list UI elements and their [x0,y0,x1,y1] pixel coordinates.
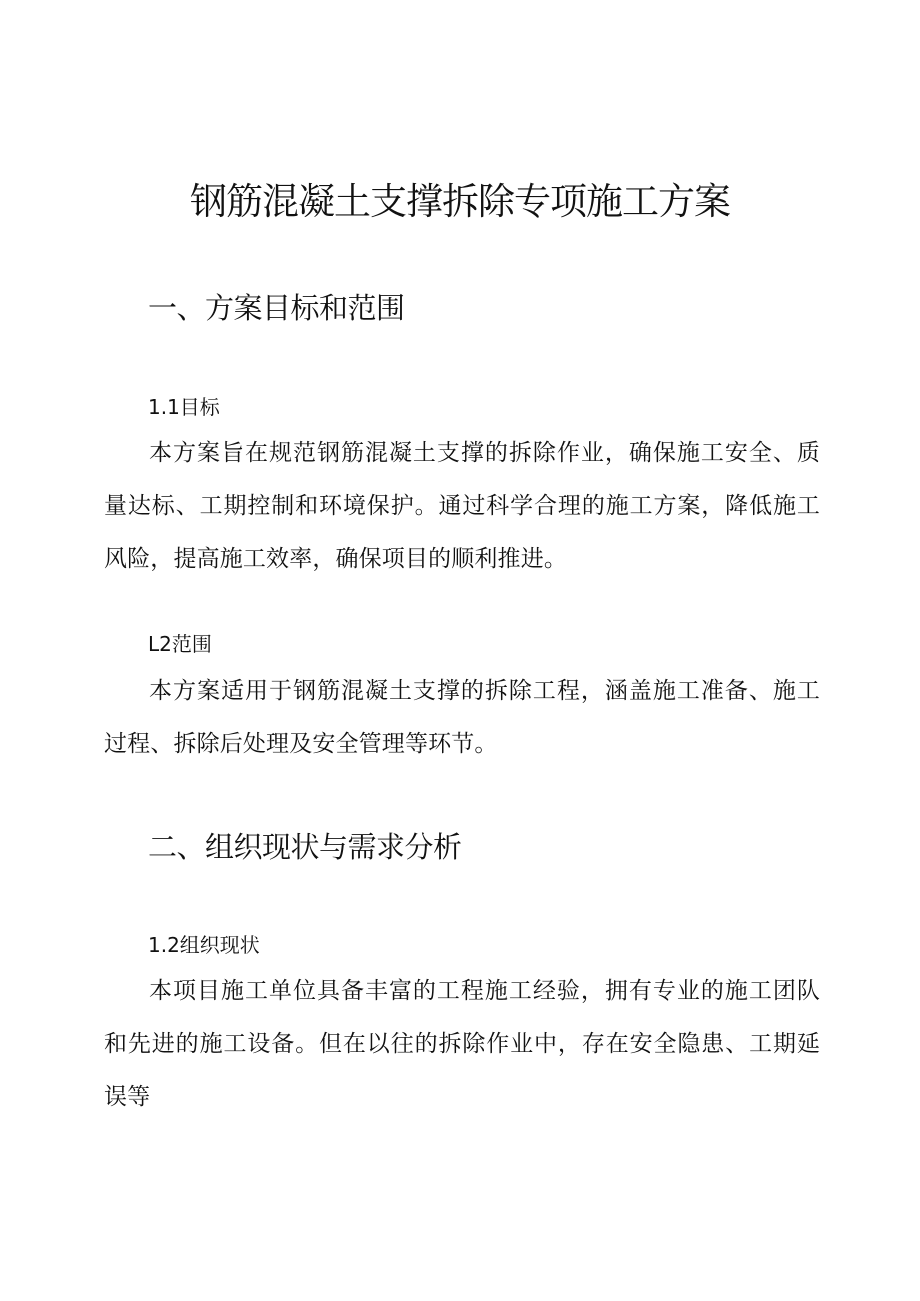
paragraph-status: 本项目施工单位具备丰富的工程施工经验，拥有专业的施工团队和先进的施工设备。但在以往的拆除作业中，存在安全隐患、工期延误等 [104,978,820,1110]
paragraph-range: 本方案适用于钢筋混凝土支撑的拆除工程，涵盖施工准备、施工过程、拆除后处理及安全管理等环节。 [104,678,820,757]
section-heading-scope: 一、方案目标和范围 [148,291,405,325]
paragraph-goal: 本方案旨在规范钢筋混凝土支撑的拆除作业，确保施工安全、质量达标、工期控制和环境保护。通过科学合理的施工方案，降低施工风险，提高施工效率，确保项目的顺利推进。 [104,440,820,572]
subsection-heading-range: L2范围 [148,632,212,656]
document-title: 钢筋混凝土支撑拆除专项施工方案 [190,180,730,223]
subsection-heading-goal: 1.1目标 [148,395,220,419]
subsection-heading-status: 1.2组织现状 [148,933,260,957]
section-heading-analysis: 二、组织现状与需求分析 [148,830,462,864]
